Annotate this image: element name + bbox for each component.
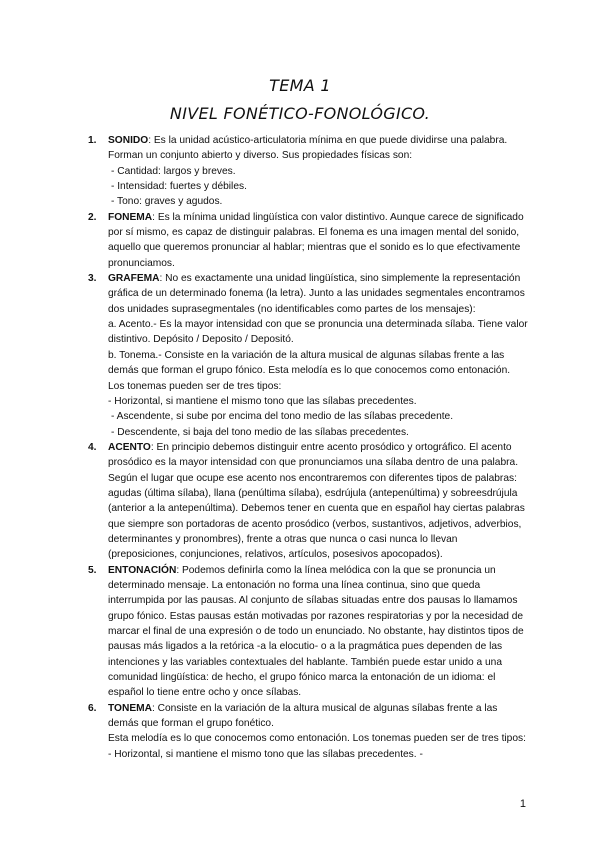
item-line: - Intensidad: fuertes y débiles.	[111, 181, 247, 193]
item-text: : Podemos definirla como la línea melódica con la que se pronuncia un determinado mensaje. La entonación no forma una línea continua, sino que queda interrumpida por las pausas. Al conjunto de sílabas situadas entre dos pausas lo llamamos grupo fónico. Estas pausas están motivadas por razones respiratorias y por la necesidad de marcar el final de una expresión o de todo un enunciado. No obstante, hay distintos tipos de pausas más ligados a la retórica -a la elocutio- o a la pragmática pues dependen de las intenciones y las variables contextuales del hablante. También puede estar unido a una comunidad lingüística: de hecho, el grupo fónico marca la entonación de un idioma: el español lo tiene entre ocho y once sílabas.	[108, 564, 524, 699]
item-line: - Tono: graves y agudos.	[111, 196, 223, 208]
item-paragraph	[108, 701, 528, 732]
document-body	[88, 133, 528, 762]
list-item-tonema	[88, 701, 528, 762]
item-term: TONEMA	[108, 702, 152, 714]
item-paragraph	[108, 563, 528, 701]
item-line: - Cantidad: largos y breves.	[111, 165, 236, 177]
item-term: GRAFEMA	[108, 273, 160, 285]
list-item-acento	[88, 440, 528, 563]
item-line: - Horizontal, si mantiene el mismo tono que las sílabas precedentes. -	[108, 748, 423, 760]
item-text: : Es la unidad acústico-articulatoria mínima en que puede dividirse una palabra. Forman un conjunto abierto y diverso. Sus propiedades físicas son:	[108, 135, 508, 162]
item-number: 6.	[88, 702, 97, 714]
list-item-grafema	[88, 271, 528, 440]
page-title: TEMA 1	[269, 76, 331, 95]
item-number: 3.	[88, 273, 97, 285]
item-number: 1.	[88, 135, 97, 146]
item-term: ACENTO	[108, 441, 151, 453]
item-term: FONEMA	[108, 211, 153, 223]
item-term: ENTONACIÓN	[108, 564, 177, 576]
item-text: : No es exactamente una unidad lingüística, sino simplemente la representación gráfica de un determinado fonema (la letra). Junto a las unidades segmentales encontramos dos unidades suprasegmentales (no identificables como partes de los mensajes):	[108, 273, 525, 315]
list-item-sonido	[88, 133, 528, 210]
item-paragraph	[108, 440, 528, 563]
item-line: - Descendente, si baja del tono medio de las sílabas precedentes.	[111, 426, 409, 438]
item-term: SONIDO	[108, 135, 149, 146]
item-line: a. Acento.- Es la mayor intensidad con que se pronuncia una determinada sílaba. Tiene valor distintivo. Depósito / Deposito / Depositó.	[108, 319, 528, 346]
page-number: 1	[519, 798, 526, 810]
item-line: b. Tonema.- Consiste en la variación de la altura musical de algunas sílabas frente a las demás que forman el grupo fónico. Esta melodía es lo que conocemos como entonación. Los tonemas pueden ser de tres tipos:	[108, 349, 511, 392]
item-text: : Es la mínima unidad lingüística con valor distintivo. Aunque carece de significado por sí mismo, es capaz de distinguir palabras. El fonema es una imagen mental del sonido, aquello que queremos pronunciar al hablar; mientras que el sonido es lo que efectivamente pronunciamos.	[108, 211, 524, 269]
item-number: 5.	[88, 564, 97, 576]
item-line: - Horizontal, si mantiene el mismo tono que las sílabas precedentes.	[108, 395, 417, 407]
item-text: : Consiste en la variación de la altura musical de algunas sílabas frente a las demás que forman el grupo fonético.	[108, 702, 498, 730]
list-item-entonacion	[88, 563, 528, 701]
list-item-fonema	[88, 210, 528, 271]
item-line: - Ascendente, si sube por encima del tono medio de las sílabas precedente.	[111, 411, 454, 423]
item-line: Esta melodía es lo que conocemos como entonación. Los tonemas pueden ser de tres tipos:	[108, 733, 526, 745]
item-number: 2.	[88, 211, 97, 223]
item-text: : En principio debemos distinguir entre acento prosódico y ortográfico. El acento prosódico es la mayor intensidad con que pronunciamos una sílaba dentro de una palabra. Según el lugar que ocupe ese acento nos encontraremos con diferentes tipos de palabras: agudas (última sílaba), llana (penúltima sílaba), esdrújula (antepenúltima) y sobreesdrújula (anterior a la antepenúltima). Debemos tener en cuenta que en español hay ciertas palabras que siempre son portadoras de acento prosódico (verbos, sustantivos, adjetivos, adverbios, determinantes y pronombres), frente a otras que nunca o casi nunca lo llevan (preposiciones, conjunciones, relativos, artículos, posesivos apocopados).	[108, 441, 525, 561]
item-paragraph	[108, 133, 528, 164]
item-paragraph	[108, 210, 528, 271]
item-paragraph	[108, 271, 528, 317]
page-subtitle: NIVEL FONÉTICO-FONOLÓGICO.	[169, 104, 431, 123]
item-number: 4.	[88, 441, 97, 453]
